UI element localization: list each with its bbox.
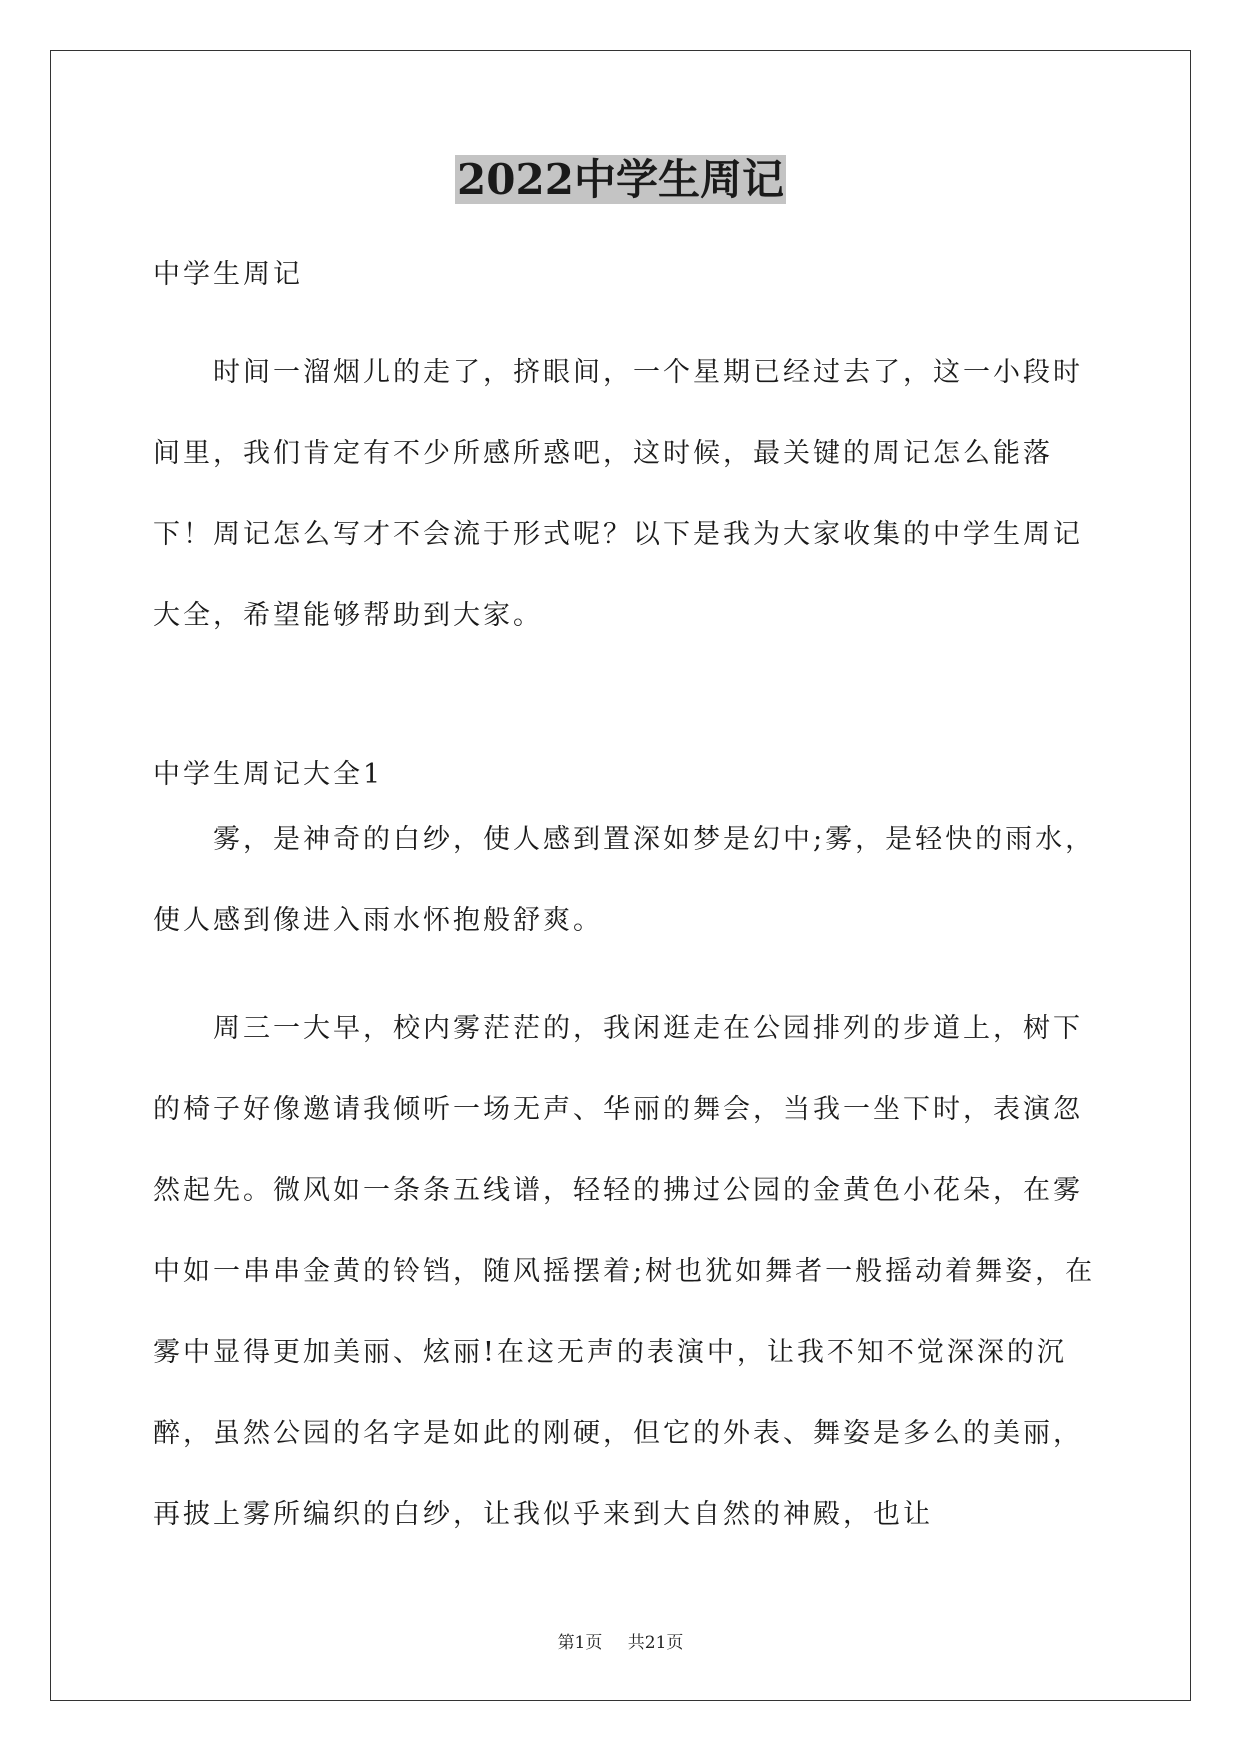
page-footer bbox=[0, 1628, 1241, 1653]
section-heading: 中学生周记大全1 bbox=[153, 759, 384, 790]
document-title bbox=[0, 152, 1241, 208]
section-subtitle: 中学生周记 bbox=[153, 259, 303, 290]
document-title-text: 2022中学生周记 bbox=[457, 155, 784, 204]
intro-paragraph: 时间一溜烟儿的走了，挤眼间，一个星期已经过去了，这一小段时间里，我们肯定有不少所感所惑吧，这时候，最关键的周记怎么能落下！周记怎么写才不会流于形式呢？以下是我为大家收集的中学生周记大全，希望能够帮助到大家。 bbox=[153, 357, 1083, 631]
page-total: 共21页 bbox=[627, 1633, 684, 1653]
body-paragraph-1: 雾，是神奇的白纱，使人感到置深如梦是幻中;雾，是轻快的雨水，使人感到像进入雨水怀抱般舒爽。 bbox=[153, 824, 1096, 936]
page-number: 第1页 bbox=[557, 1633, 603, 1653]
body-paragraph-2: 周三一大早，校内雾茫茫的，我闲逛走在公园排列的步道上，树下的椅子好像邀请我倾听一场无声、华丽的舞会，当我一坐下时，表演忽然起先。微风如一条条五线谱，轻轻的拂过公园的金黄色小花朵，在雾中如一串串金黄的铃铛，随风摇摆着;树也犹如舞者一般摇动着舞姿，在雾中显得更加美丽、炫丽!在这无声的表演中，让我不知不觉深深的沉醉，虽然公园的名字是如此的刚硬，但它的外表、舞姿是多么的美丽，再披上雾所编织的白纱，让我似乎来到大自然的神殿，也让 bbox=[153, 1013, 1096, 1530]
